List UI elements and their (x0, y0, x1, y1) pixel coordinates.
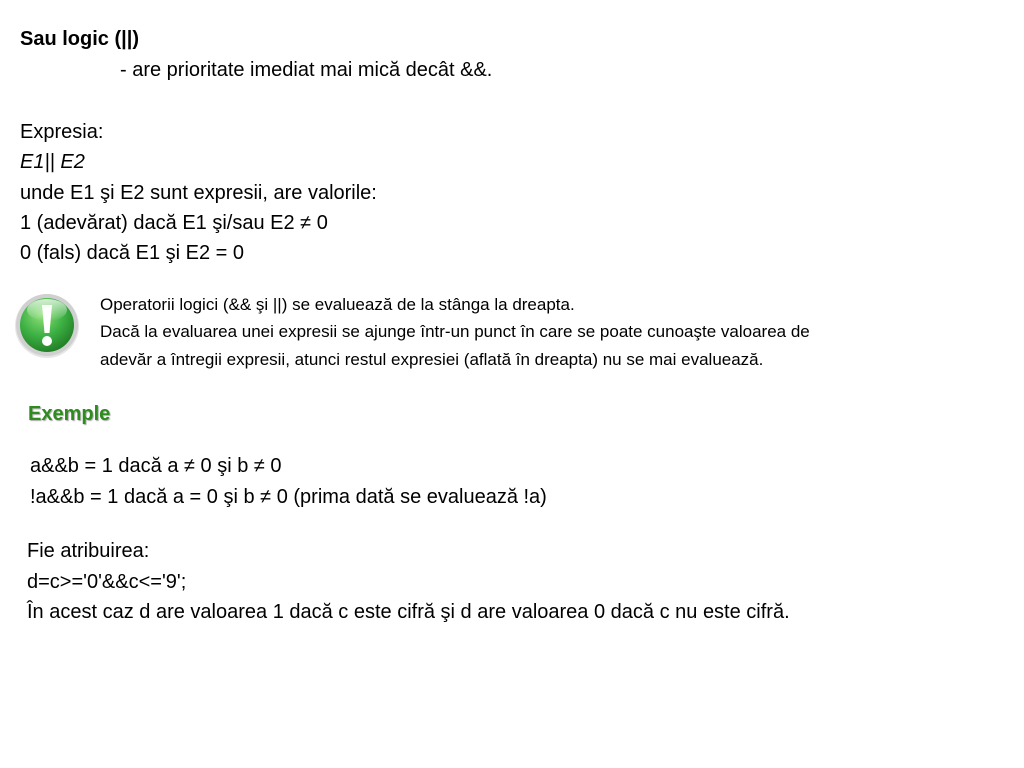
examples-heading: Exemple (28, 403, 111, 425)
assignment-code: d=c>='0'&&c<='9'; (27, 571, 187, 593)
example-item: a&&b = 1 dacă a ≠ 0 şi b ≠ 0 (30, 455, 282, 477)
priority-note: - are prioritate imediat mai mică decât &&. (120, 59, 493, 81)
note-line: adevăr a întregii expresii, atunci restul expresiei (aflată în dreapta) nu se mai evaluează. (100, 350, 764, 369)
expression-true-case: 1 (adevărat) dacă E1 şi/sau E2 ≠ 0 (20, 212, 328, 234)
expression-false-case: 0 (fals) dacă E1 şi E2 = 0 (20, 242, 245, 264)
note-line: Operatorii logici (&& şi ||) se evaluează de la stânga la dreapta. (100, 295, 575, 314)
page-title: Sau logic (||) (20, 28, 139, 50)
expression-description: unde E1 şi E2 sunt expresii, are valorile: (20, 182, 377, 204)
exclamation-icon (13, 291, 81, 359)
assignment-explanation: În acest caz d are valoarea 1 dacă c este cifră şi d are valoarea 0 dacă c nu este cifră. (27, 601, 790, 623)
expression-label: Expresia: (20, 121, 104, 143)
note-line: Dacă la evaluarea unei expresii se ajunge într-un punct în care se poate cunoaşte valoarea de (100, 322, 810, 341)
assignment-label: Fie atribuirea: (27, 540, 150, 562)
expression-formula: E1|| E2 (20, 151, 85, 173)
example-item: !a&&b = 1 dacă a = 0 şi b ≠ 0 (prima dată se evaluează !a) (30, 486, 547, 508)
